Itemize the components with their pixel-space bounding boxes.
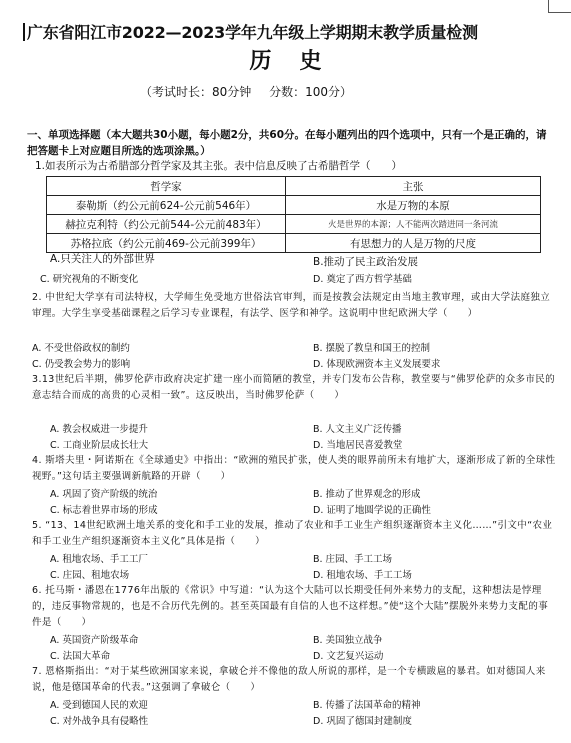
table-cell: 苏格拉底（约公元前469-公元前399年）	[47, 234, 286, 253]
exam-info	[140, 83, 366, 100]
option-d: D. 证明了地圆学说的正确性	[313, 505, 431, 516]
option-a: A. 巩固了资产阶级的统治	[50, 489, 158, 500]
option-c: C. 对外战争具有侵略性	[50, 716, 149, 727]
philosopher-table	[46, 176, 541, 253]
option-b: B. 传播了法国革命的精神	[313, 700, 421, 711]
document-title	[23, 20, 563, 43]
table-header-cell: 哲学家	[47, 177, 286, 196]
table-cell: 火是世界的本源；人不能两次踏进同一条河流	[286, 215, 541, 234]
option-d: D. 奠定了西方哲学基础	[313, 274, 412, 285]
option-a: A. 教会权威进一步提升	[50, 424, 148, 435]
option-b: B. 摆脱了教皇和国王的控制	[313, 343, 431, 354]
option-c: C. 仍受教会势力的影响	[32, 359, 131, 370]
option-a: A.只关注人的外部世界	[50, 253, 155, 265]
table-row	[47, 215, 541, 234]
option-d: D. 体现欧洲资本主义发展要求	[313, 359, 441, 370]
question-4-stem: 4. 斯塔夫里・阿诺斯在《全球通史》中指出：“欧洲的殖民扩张，使人类的眼界前所未有地扩大，逐渐形成了新的全球性视野。”这句话主要强调新航路的开辟（ ）	[32, 455, 556, 482]
exam-time: （考试时长：80分钟	[140, 85, 252, 99]
table-cell: 赫拉克利特（约公元前544-公元前483年）	[47, 215, 286, 234]
table-row	[47, 234, 541, 253]
exam-score: 分数：100分）	[269, 85, 353, 99]
option-b: B. 美国独立战争	[313, 635, 383, 646]
table-row	[47, 196, 541, 215]
option-a: A. 受到德国人民的欢迎	[50, 700, 148, 711]
option-d: D. 文艺复兴运动	[313, 651, 384, 662]
question-5-stem: 5. “13、14世纪欧洲土地关系的变化和手工业的发展，推动了农业和手工业生产组织逐渐资本主义化……”引文中“农业和手工业生产组织逐渐资本主义化”具体是指（ ）	[32, 520, 553, 547]
option-b: B.推动了民主政治发展	[313, 256, 419, 268]
option-a: A. 不受世俗政权的制约	[32, 343, 130, 354]
table-cell: 水是万物的本原	[286, 196, 541, 215]
option-d: D. 当地居民喜爱教堂	[313, 440, 403, 451]
table-header-cell: 主张	[286, 177, 541, 196]
option-b: B. 推动了世界观念的形成	[313, 489, 421, 500]
cursor-bar	[23, 23, 25, 41]
option-b: B. 人文主义广泛传播	[313, 424, 402, 435]
option-c: C. 标志着世界市场的形成	[50, 505, 158, 516]
option-a: A. 租地农场、手工工厂	[50, 554, 148, 565]
option-c: C. 研究视角的不断变化	[40, 274, 139, 285]
document-title-text: 广东省阳江市2022—2023学年九年级上学期期末教学质量检测	[27, 23, 478, 42]
option-d: D. 巩固了德国封建制度	[313, 716, 412, 727]
question-1-stem: 1.如表所示为古希腊部分哲学家及其主张。表中信息反映了古希腊哲学（ ）	[35, 160, 403, 172]
table-cell: 有思想力的人是万物的尺度	[286, 234, 541, 253]
option-c: C. 工商业阶层成长壮大	[50, 440, 149, 451]
option-d: D. 租地农场、手工工场	[313, 570, 412, 581]
subject-title: 历史	[249, 49, 350, 74]
option-a: A. 英国资产阶级革命	[50, 635, 139, 646]
table-cell: 泰勒斯（约公元前624-公元前546年）	[47, 196, 286, 215]
question-3-stem: 3.13世纪后半期，佛罗伦萨市政府决定扩建一座小而简陋的教堂，并专门发布公告称，教堂要与“佛罗伦萨的众多市民的意志结合而成的高贵的心灵相一致”。这反映出，当时佛罗伦萨（ ）	[32, 374, 556, 401]
section-heading: 一、单项选择题（本大题共30小题，每小题2分，共60分。在每小题列出的四个选项中，只有一个是正确的，请把答题卡上对应题目所选的选项涂黑。）	[27, 129, 547, 157]
table-header-row	[47, 177, 541, 196]
question-7-stem: 7. 恩格斯指出：“对于某些欧洲国家来说，拿破仑并不像他的敌人所说的那样，是一个专横跋扈的暴君。如对德国人来说，他是德国革命的代表。”这强调了拿破仑（ ）	[32, 666, 546, 693]
option-c: C. 法国大革命	[50, 651, 111, 662]
option-c: C. 庄园、租地农场	[50, 570, 130, 581]
corner-mark	[548, 0, 571, 13]
question-2-stem: 2. 中世纪大学享有司法特权，大学师生免受地方世俗法官审判，而是按教会法规定由当地主教审理，或由大学法庭独立审理。大学生享受基础课程之后学习专业课程，有法学、医学和神学。这说明中世纪欧洲大学（ ）	[32, 292, 551, 319]
question-6-stem: 6. 托马斯・潘恩在1776年出版的《常识》中写道：“认为这个大陆可以长期受任何外来势力的支配，这种想法是悖理的，违反事物常规的，也是不合历代先例的。甚至英国最有自信的人也不这样想。”使“这个大陆”摆脱外来势力支配的事件是（ ）	[32, 585, 549, 628]
option-b: B. 庄园、手工工场	[313, 554, 393, 565]
